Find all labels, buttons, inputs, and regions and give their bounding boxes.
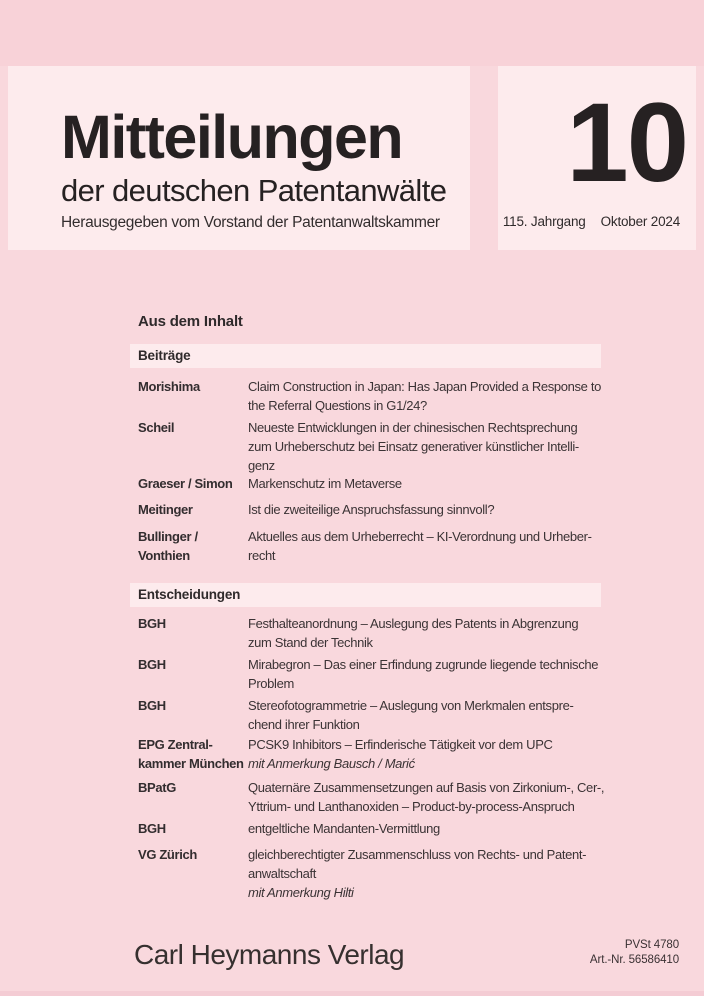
bottom-strip bbox=[0, 991, 704, 996]
toc-entry-author bbox=[138, 377, 246, 396]
issue-date: Oktober 2024 bbox=[600, 214, 680, 229]
author-line: BPatG bbox=[138, 780, 176, 795]
section-label: Entscheidungen bbox=[138, 587, 241, 602]
title-line: Problem bbox=[248, 676, 294, 691]
title-line: Markenschutz im Metaverse bbox=[248, 476, 402, 491]
toc-entry-title bbox=[248, 614, 648, 652]
toc-entry-author bbox=[138, 845, 246, 864]
toc-entry-author bbox=[138, 696, 246, 715]
toc-entry-author bbox=[138, 527, 246, 565]
title-line: PCSK9 Inhibitors – Erfinderische Tätigkeit vor dem UPC bbox=[248, 737, 553, 752]
author-line: Vonthien bbox=[138, 548, 190, 563]
print-codes bbox=[590, 938, 679, 967]
toc-entry-author bbox=[138, 418, 246, 437]
issue-box bbox=[498, 66, 696, 250]
toc-entry-author bbox=[138, 474, 246, 493]
toc-entry-author bbox=[138, 500, 246, 519]
masthead-title-box bbox=[8, 66, 470, 250]
toc-entry-title bbox=[248, 655, 648, 693]
toc-entry-title bbox=[248, 500, 648, 519]
toc-entry-author bbox=[138, 735, 246, 773]
toc-entry-title bbox=[248, 527, 648, 565]
author-line: BGH bbox=[138, 657, 166, 672]
title-line: Ist die zweiteilige Anspruchsfassung sinnvoll? bbox=[248, 502, 495, 517]
toc-entry-title bbox=[248, 377, 648, 415]
author-line: BGH bbox=[138, 616, 166, 631]
title-line: Neueste Entwicklungen in der chinesischen Rechtsprechung bbox=[248, 420, 578, 435]
author-line: VG Zürich bbox=[138, 847, 197, 862]
toc-entry-title bbox=[248, 696, 648, 734]
title-line: Stereofotogrammetrie – Auslegung von Merkmalen entspre- bbox=[248, 698, 574, 713]
title-line: the Referral Questions in G1/24? bbox=[248, 398, 427, 413]
section-label: Beiträge bbox=[138, 348, 191, 363]
title-line: Mirabegron – Das einer Erfindung zugrunde liegende technische bbox=[248, 657, 599, 672]
title-line: Aktuelles aus dem Urheberrecht – KI-Verordnung und Urheber- bbox=[248, 529, 592, 544]
journal-tagline: Herausgegeben vom Vorstand der Patentanwaltskammer bbox=[61, 214, 440, 231]
toc-entry-author bbox=[138, 778, 246, 797]
author-line: Morishima bbox=[138, 379, 200, 394]
title-line: genz bbox=[248, 458, 275, 473]
note-line: mit Anmerkung Hilti bbox=[248, 885, 354, 900]
author-line: kammer München bbox=[138, 756, 244, 771]
top-band bbox=[0, 0, 704, 66]
author-line: EPG Zentral- bbox=[138, 737, 213, 752]
title-line: recht bbox=[248, 548, 276, 563]
issue-meta bbox=[503, 215, 680, 230]
toc-entry-title bbox=[248, 845, 648, 902]
issue-number: 10 bbox=[566, 80, 687, 205]
toc-heading: Aus dem Inhalt bbox=[138, 313, 243, 330]
title-line: Festhalteanordnung – Auslegung des Patents in Abgrenzung bbox=[248, 616, 579, 631]
journal-subtitle: der deutschen Patentanwälte bbox=[61, 173, 447, 208]
section-band-beitraege bbox=[130, 344, 601, 368]
postal-code: PVSt 4780 bbox=[624, 939, 679, 951]
title-line: anwaltschaft bbox=[248, 866, 317, 881]
author-line: BGH bbox=[138, 821, 166, 836]
title-line: Claim Construction in Japan: Has Japan Provided a Response to bbox=[248, 379, 601, 394]
toc-entry-title bbox=[248, 735, 648, 773]
volume-label: 115. Jahrgang bbox=[502, 214, 586, 229]
article-number: Art.-Nr. 56586410 bbox=[589, 953, 679, 966]
author-line: Meitinger bbox=[138, 502, 193, 517]
title-line: zum Stand der Technik bbox=[248, 635, 373, 650]
title-line: zum Urheberschutz bei Einsatz generativer künstlicher Intelli- bbox=[248, 439, 579, 454]
publisher-name: Carl Heymanns Verlag bbox=[134, 939, 405, 970]
toc-entry-title bbox=[248, 474, 648, 493]
author-line: Bullinger / bbox=[138, 529, 198, 544]
note-line: mit Anmerkung Bausch / Marić bbox=[248, 756, 415, 771]
toc-entry-title bbox=[248, 418, 648, 475]
journal-title: Mitteilungen bbox=[61, 103, 403, 171]
toc-entry-author bbox=[138, 819, 246, 838]
title-line: entgeltliche Mandanten-Vermittlung bbox=[248, 821, 440, 836]
section-band-entscheidungen bbox=[130, 583, 601, 607]
author-line: BGH bbox=[138, 698, 166, 713]
title-line: Yttrium- und Lanthanoxiden – Product-by-process-Anspruch bbox=[248, 799, 575, 814]
toc-entry-title bbox=[248, 819, 648, 838]
title-line: Quaternäre Zusammensetzungen auf Basis von Zirkonium-, Cer-, bbox=[248, 780, 605, 795]
author-line: Scheil bbox=[138, 420, 175, 435]
toc-entry-author bbox=[138, 614, 246, 633]
author-line: Graeser / Simon bbox=[138, 476, 233, 491]
toc-entry-title bbox=[248, 778, 648, 816]
title-line: chend ihrer Funktion bbox=[248, 717, 360, 732]
toc-entry-author bbox=[138, 655, 246, 674]
title-line: gleichberechtigter Zusammenschluss von Rechts- und Patent- bbox=[248, 847, 587, 862]
